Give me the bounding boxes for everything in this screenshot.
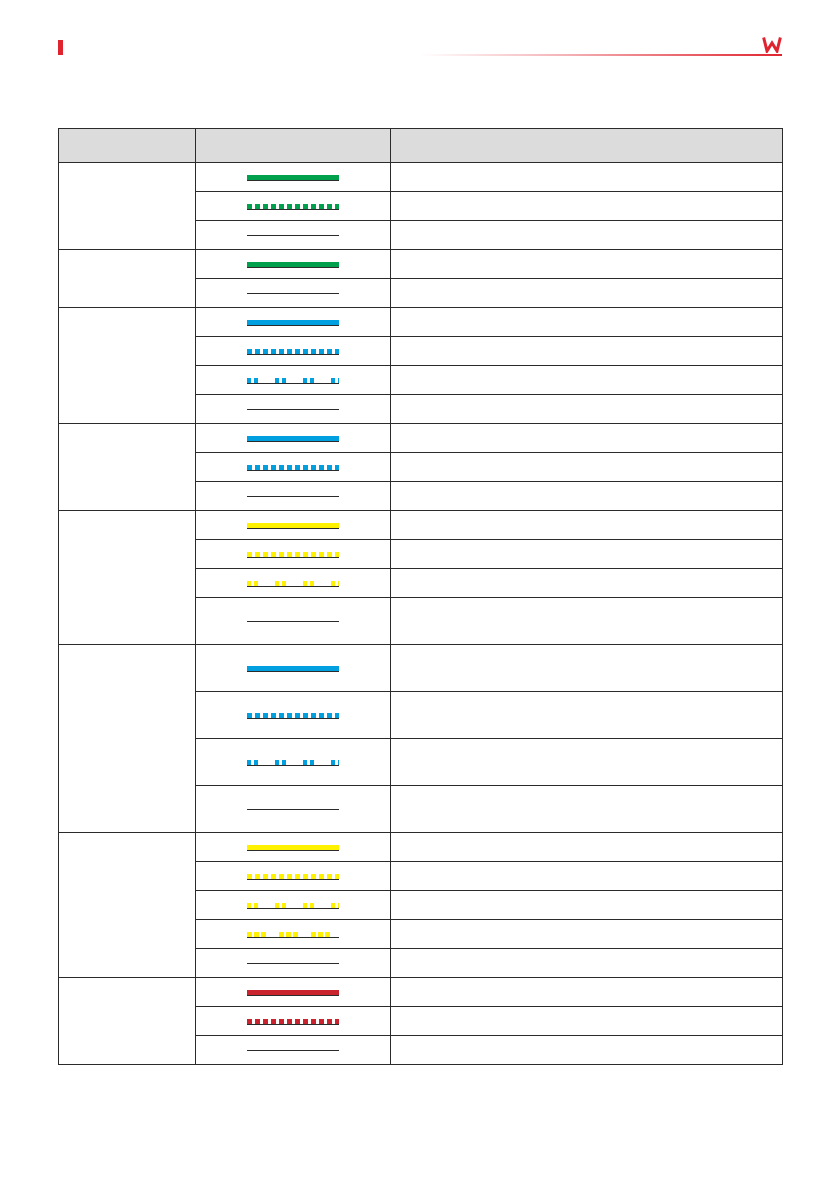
indicator-cell [196,540,391,569]
indicator-cell [196,645,391,692]
indicator-cell [196,337,391,366]
led-blue-fast [247,349,339,355]
indicator-cell [196,862,391,891]
led-off-line [247,809,339,810]
led-blue-solid [247,666,339,672]
led-yellow-double [247,903,339,909]
led-indicator-table [58,128,783,1065]
led-off-line [247,496,339,497]
table-header-row [59,129,783,163]
indicator-cell [196,891,391,920]
status-description [391,511,783,540]
led-yellow-triple [247,932,339,938]
table-row [59,833,783,862]
indicator-cell [196,1036,391,1065]
brand-w-logo-icon [762,37,782,53]
status-description [391,395,783,424]
status-description [391,163,783,192]
status-description [391,786,783,833]
led-off-line [247,1050,339,1051]
indicator-cell [196,978,391,1007]
status-description [391,279,783,308]
led-green-solid [247,262,339,268]
status-description [391,1007,783,1036]
category-cell [59,978,196,1065]
led-yellow-fast [247,874,339,880]
led-blue-fast [247,465,339,471]
led-yellow-solid [247,523,339,529]
header-indicator [196,129,391,163]
status-description [391,949,783,978]
indicator-cell [196,833,391,862]
table-row [59,250,783,279]
header-rule [420,54,782,56]
indicator-cell [196,163,391,192]
category-cell [59,250,196,308]
led-red-fast [247,1019,339,1025]
indicator-cell [196,569,391,598]
led-off-line [247,409,339,410]
table-body [59,163,783,1065]
category-cell [59,308,196,424]
status-description [391,250,783,279]
status-description [391,482,783,511]
led-green-solid [247,175,339,181]
status-description [391,645,783,692]
led-off-line [247,621,339,622]
led-off-line [247,293,339,294]
status-description [391,424,783,453]
indicator-cell [196,221,391,250]
table-row [59,424,783,453]
led-blue-fast [247,713,339,719]
header-category [59,129,196,163]
indicator-cell [196,786,391,833]
indicator-cell [196,366,391,395]
status-description [391,891,783,920]
table-row [59,308,783,337]
indicator-cell [196,949,391,978]
status-description [391,569,783,598]
category-cell [59,833,196,978]
indicator-cell [196,1007,391,1036]
category-cell [59,645,196,833]
led-yellow-double [247,581,339,587]
indicator-cell [196,453,391,482]
led-blue-double [247,760,339,766]
status-description [391,366,783,395]
category-cell [59,511,196,645]
status-description [391,920,783,949]
led-red-solid [247,990,339,996]
led-blue-double [247,378,339,384]
indicator-cell [196,920,391,949]
led-yellow-solid [247,845,339,851]
header-status [391,129,783,163]
chapter-marker [58,40,63,55]
status-description [391,540,783,569]
table-row [59,511,783,540]
led-blue-solid [247,436,339,442]
indicator-cell [196,279,391,308]
led-blue-solid [247,320,339,326]
category-cell [59,163,196,250]
category-cell [59,424,196,511]
indicator-cell [196,692,391,739]
led-off-line [247,235,339,236]
indicator-cell [196,308,391,337]
status-description [391,308,783,337]
indicator-cell [196,395,391,424]
indicator-cell [196,598,391,645]
status-description [391,453,783,482]
led-yellow-fast [247,552,339,558]
table-row [59,978,783,1007]
led-green-fast [247,204,339,210]
status-description [391,862,783,891]
status-description [391,978,783,1007]
table-row [59,645,783,692]
status-description [391,598,783,645]
table-row [59,163,783,192]
led-off-line [247,963,339,964]
indicator-cell [196,250,391,279]
status-description [391,192,783,221]
indicator-cell [196,192,391,221]
indicator-cell [196,424,391,453]
indicator-cell [196,739,391,786]
status-description [391,692,783,739]
status-description [391,833,783,862]
status-description [391,337,783,366]
status-description [391,1036,783,1065]
indicator-cell [196,511,391,540]
indicator-cell [196,482,391,511]
status-description [391,221,783,250]
status-description [391,739,783,786]
